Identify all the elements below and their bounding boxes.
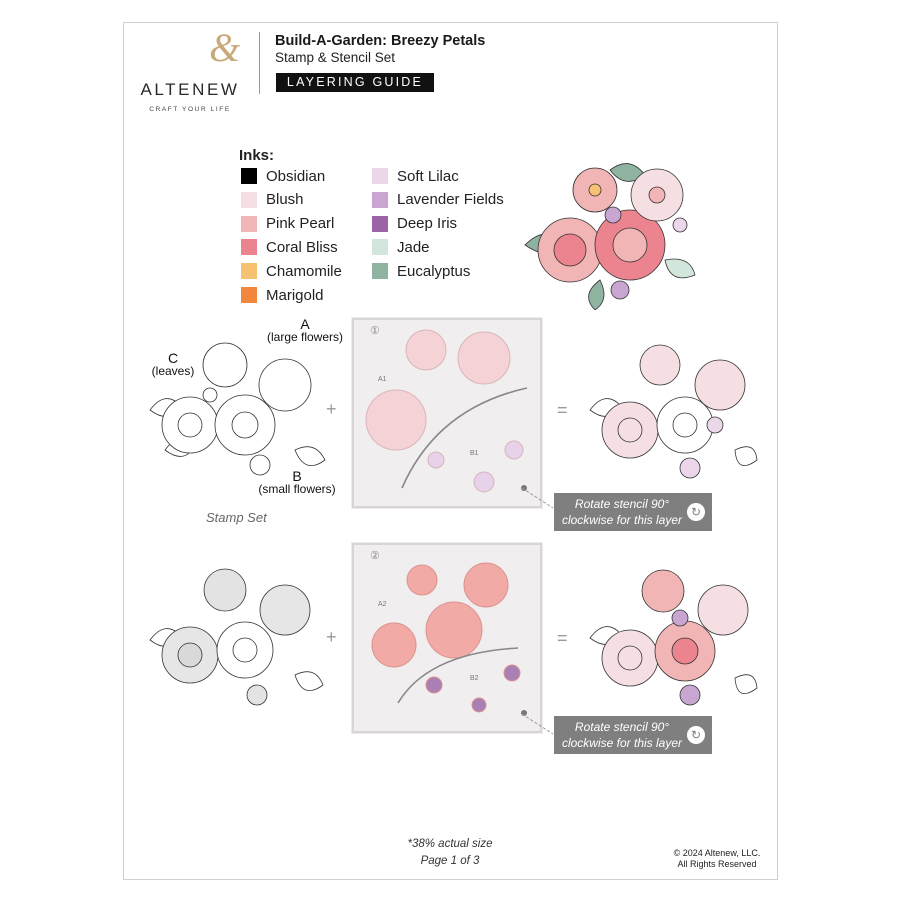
ink-swatch <box>372 239 388 255</box>
layering-guide-badge: LAYERING GUIDE <box>276 73 434 92</box>
ampersand-mark: & <box>209 25 243 70</box>
ink-swatch <box>372 192 388 208</box>
stencil-number: ① <box>370 325 380 337</box>
product-title: Build-A-Garden: Breezy Petals <box>275 33 486 49</box>
equals-sign: = <box>557 400 568 420</box>
ink-item <box>241 190 304 210</box>
note-pointer-2 <box>520 712 556 738</box>
stencil-tag-a2: A2 <box>378 601 387 608</box>
note-pointer-1 <box>520 486 556 512</box>
label-leaves: C (leaves) <box>151 350 195 378</box>
copyright: © 2024 Altenew, LLC. All Rights Reserved <box>673 848 761 869</box>
stencil-cutouts-1 <box>354 320 540 506</box>
ink-name: Eucalyptus <box>397 262 471 280</box>
ink-swatch <box>241 263 257 279</box>
scale-note: *38% actual size <box>407 838 493 850</box>
ink-item <box>241 237 338 257</box>
ink-name: Deep Iris <box>397 215 458 233</box>
ink-item <box>241 214 334 234</box>
ink-item <box>372 166 459 186</box>
header-divider <box>259 32 260 94</box>
ink-name: Lavender Fields <box>397 191 504 209</box>
ink-item <box>241 261 342 281</box>
finished-card-preview <box>515 150 710 310</box>
layer-2-progress-sample <box>145 565 330 710</box>
ink-item <box>241 285 324 305</box>
stencil-number: ② <box>370 550 380 562</box>
stencil-layer-1 <box>352 318 542 508</box>
equals-sign: = <box>557 628 568 648</box>
stencil-tag-b1: B1 <box>470 450 479 457</box>
ink-name: Coral Bliss <box>266 238 338 256</box>
label-large-flowers: A (large flowers) <box>266 316 344 344</box>
stencil-layer-2 <box>352 543 542 733</box>
ink-item <box>372 214 457 234</box>
ink-name: Blush <box>266 191 304 209</box>
ink-swatch <box>241 287 257 303</box>
ink-swatch <box>241 239 257 255</box>
ink-name: Pink Pearl <box>266 215 335 233</box>
rotate-note-2: Rotate stencil 90° clockwise for this layer ↻ <box>554 716 712 754</box>
ink-swatch <box>372 263 388 279</box>
ink-name: Jade <box>397 238 430 256</box>
ink-swatch <box>372 216 388 232</box>
rotate-clockwise-icon: ↻ <box>687 503 705 521</box>
layer-2-result <box>585 563 760 713</box>
brand-name: ALTENEW <box>140 80 240 99</box>
stencil-tag-a1: A1 <box>378 376 387 383</box>
ink-name: Marigold <box>266 286 324 304</box>
label-small-flowers: B (small flowers) <box>258 468 336 496</box>
ink-item <box>372 261 470 281</box>
brand-tagline: CRAFT YOUR LIFE <box>149 106 231 113</box>
stamp-set-caption: Stamp Set <box>206 510 267 525</box>
ink-swatch <box>372 168 388 184</box>
ink-item <box>241 166 325 186</box>
rotate-clockwise-icon: ↻ <box>687 726 705 744</box>
ink-name: Soft Lilac <box>397 167 459 185</box>
ink-swatch <box>241 192 257 208</box>
ink-swatch <box>241 216 257 232</box>
plus-sign: + <box>326 627 337 647</box>
layer-1-result <box>585 340 760 485</box>
brand-logo <box>135 25 245 113</box>
stencil-cutouts-2 <box>354 545 540 731</box>
product-subtitle: Stamp & Stencil Set <box>275 50 396 65</box>
ink-name: Obsidian <box>266 167 326 185</box>
ink-item <box>372 237 430 257</box>
ink-swatch <box>241 168 257 184</box>
ink-name: Chamomile <box>266 262 342 280</box>
inks-title: Inks: <box>239 147 275 164</box>
plus-sign: + <box>326 399 337 419</box>
ink-item <box>372 190 504 210</box>
page-number: Page 1 of 3 <box>420 855 480 867</box>
stencil-tag-b2: B2 <box>470 675 479 682</box>
rotate-note-1: Rotate stencil 90° clockwise for this layer ↻ <box>554 493 712 531</box>
